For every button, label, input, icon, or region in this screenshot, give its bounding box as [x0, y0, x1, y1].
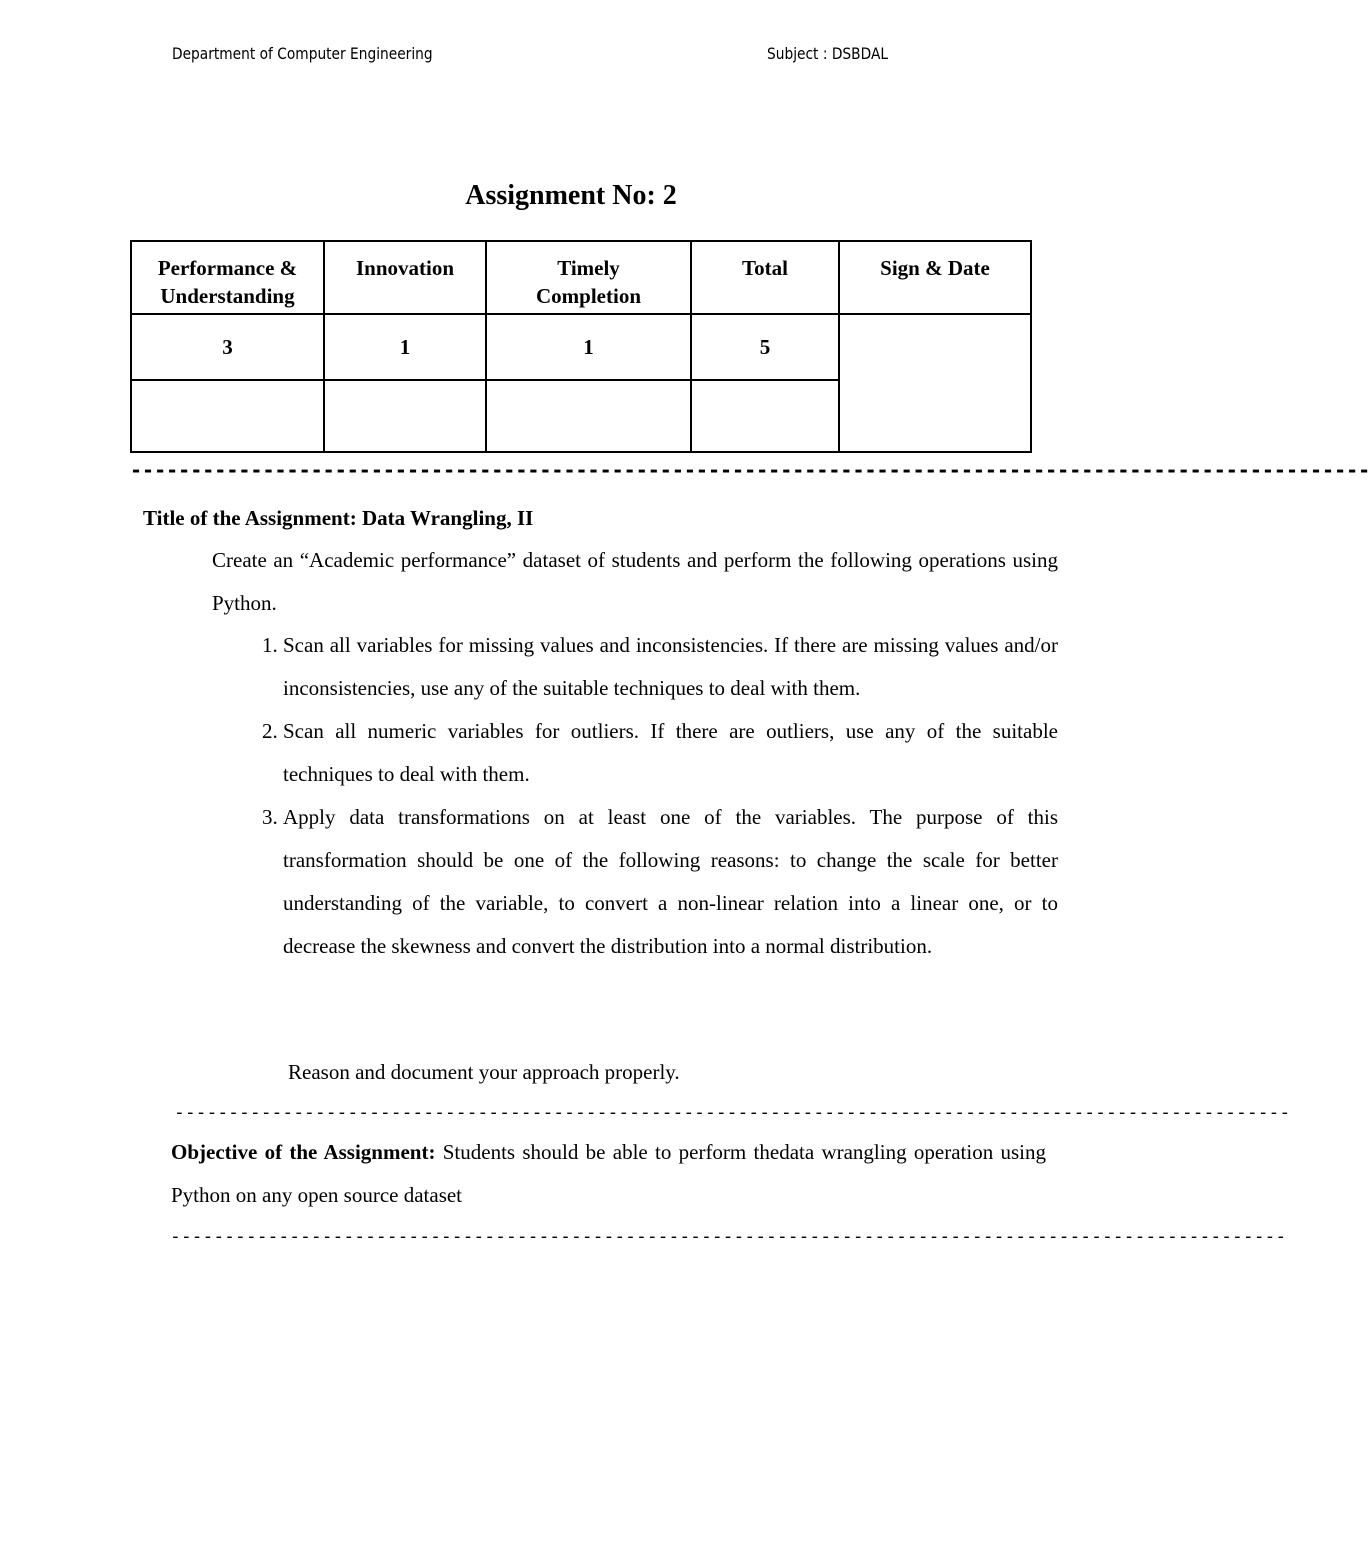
objective-label: Objective of the Assignment: — [171, 1140, 436, 1164]
value-innovation: 1 — [324, 314, 486, 380]
blank-cell — [324, 380, 486, 452]
intro-paragraph: Create an “Academic performance” dataset of students and perform the following operations using Python. — [212, 548, 1058, 615]
objective-text: Students should be able to perform thedata wrangling operation using Python on any open source dataset — [171, 1140, 1046, 1207]
objective-paragraph — [171, 1131, 1046, 1217]
header-performance-line1: Performance & — [157, 256, 298, 280]
sign-date-cell — [839, 314, 1031, 452]
header-total-label: Total — [742, 256, 788, 280]
title-value: Data Wrangling, II — [361, 506, 534, 530]
header-subject: Subject : DSBDAL — [767, 44, 889, 63]
task-item: 1. Scan all variables for missing values and inconsistencies. If there are missing values and/or inconsistencies, use any of the suitable techniques to deal with them. — [283, 624, 1058, 710]
header-total — [691, 241, 839, 314]
header-performance-line2: Understanding — [160, 284, 295, 308]
separator-line: ------------------------------------------------------------------------------------------------------- — [130, 458, 1370, 482]
value-timely: 1 — [486, 314, 691, 380]
header-sign-date — [839, 241, 1031, 314]
header-sign-date-label: Sign & Date — [880, 256, 990, 280]
task-list — [244, 624, 1058, 968]
header-innovation — [324, 241, 486, 314]
header-performance — [131, 241, 324, 314]
task-item: 2. Scan all numeric variables for outliers. If there are outliers, use any of the suitable techniques to deal with them. — [283, 710, 1058, 796]
header-timely-line2: Completion — [536, 284, 641, 308]
reason-line: Reason and document your approach properly. — [288, 1060, 680, 1084]
marks-table-header-row — [131, 241, 1031, 314]
separator-line: ------------------------------------------------------------------------------------------------------- — [170, 1226, 1287, 1247]
marks-table — [130, 240, 1032, 453]
header-department: Department of Computer Engineering — [172, 44, 433, 63]
header-innovation-label: Innovation — [355, 256, 455, 280]
header-timely — [486, 241, 691, 314]
assignment-title: Assignment No: 2 — [465, 180, 677, 211]
assignment-title-section — [143, 506, 533, 531]
blank-cell — [131, 380, 324, 452]
separator-line: ------------------------------------------------------------------------------------------------------- — [174, 1102, 1291, 1123]
title-label: Title of the Assignment: — [143, 506, 357, 530]
blank-cell — [486, 380, 691, 452]
value-performance: 3 — [131, 314, 324, 380]
blank-cell — [691, 380, 839, 452]
marks-table-values-row — [131, 314, 1031, 380]
task-item: 3. Apply data transformations on at least one of the variables. The purpose of this transformation should be one of the following reasons: to change the scale for better understanding of the variable, to convert a non-linear relation into a linear one, or to decrease the skewness and convert the distribution into a normal distribution. — [283, 796, 1058, 968]
value-total: 5 — [691, 314, 839, 380]
header-timely-line1: Timely — [557, 256, 620, 280]
